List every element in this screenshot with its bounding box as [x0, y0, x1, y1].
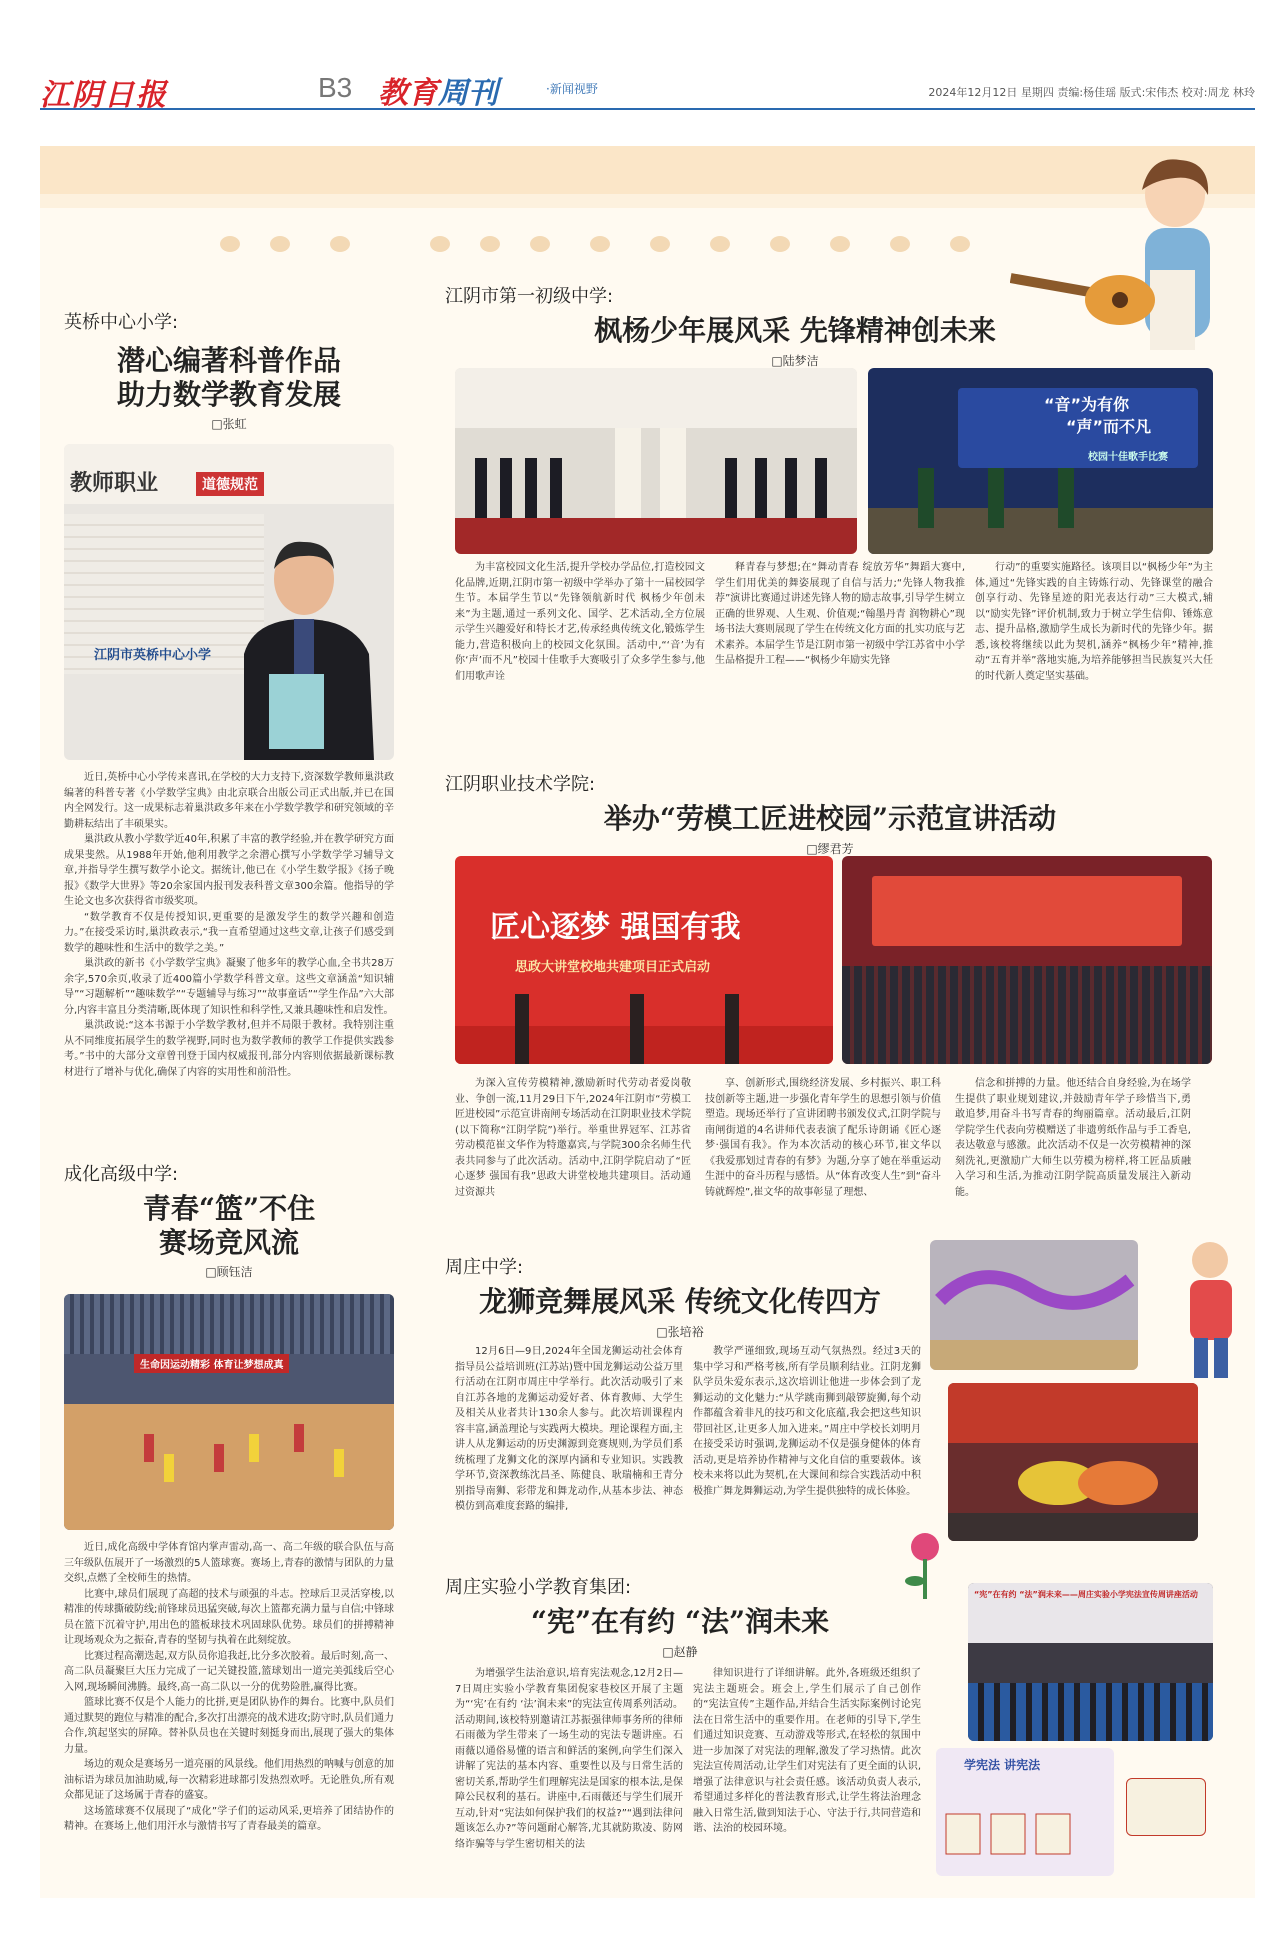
recitation-photo	[455, 368, 857, 554]
issue-meta: 2024年12月12日 星期四 责编:杨佳瑶 版式:宋伟杰 校对:周龙 林玲	[928, 86, 1255, 99]
article-body: 近日,英桥中心小学传来喜讯,在学校的大力支持下,资深数学教师巢洪政编著的科普专著《小学数学宝典》由北京联合出版公司正式出版,并已在国内全网发行。这一成果标志着巢洪政多年来在小学数学教学和研究领域的辛勤耕耘结出了丰硕果实。 巢洪政从教小学数学近40年,积累了丰富的教学经验,并在教学研究方面成果斐然。从1988年开始,他利用教学之余潜心撰写小学数学学习辅导文章,并指导学生撰写数学小论文。据统计,他已在《小学生数学报》《扬子晚报》《数学大世界》等20余家国内报刊发表科普文章300余篇。他指导的学生论文也多次获得省市级奖项。 “数学教育不仅是传授知识,更重要的是激发学生的数学兴趣和创造力。”在接受采访时,巢洪政表示,“我一直希望通过这些文章,让孩子们感受到数学的趣味性和生活中的数学之美。” 巢洪政的新书《小学数学宝典》凝聚了他多年的教学心血,全书共28万余字,570余页,收录了近400篇小学数学科普文章。这些文章涵盖“知识辅导”“习题解析”“趣味数学”“专题辅导与练习”“故事童话”“学生作品”六大部分,内容丰富且分类清晰,既体现了知识性和科学性,又兼具趣味性和启发性。 巢洪政说:“这本书源于小学数学教材,但并不局限于教材。我特别注重从不同维度拓展学生的数学视野,同时也为数学教师的教学工作提供实践参考。”书中的大部分文章曾刊登于国内权威报刊,部分内容则依据最新课标教材进行了增补与优化,确保了内容的实用性和前沿性。	[64, 772, 394, 1078]
binding-dot	[710, 236, 730, 252]
article-body: 为增强学生法治意识,培育宪法观念,12月2日—7日周庄实验小学教育集团倪家巷校区开展了主题为“‘宪’在有约 ‘法’润未来”的宪法宣传周系列活动。活动期间,该校特别邀请江苏振强律师事务所的律师石雨薇为学生带来了一场生动的宪法专题讲座。石雨薇以通俗易懂的语言和鲜活的案例,向学生们深入讲解了宪法的基本内容、重要性以及与日常生活的密切关系,帮助学生们理解宪法是国家的根本法,是保障公民权利的基石。讲座中,石雨薇还与学生们展开互动,针对“宪法如何保护我们的权益?”“遇到法律问题该怎么办?”等问题耐心解答,尤其就防欺凌、防网络诈骗等与学生密切相关的法	[455, 1668, 683, 1850]
article-headline: 举办“劳模工匠进校园”示范宣讲活动	[603, 802, 1057, 835]
article-kicker: 江阴职业技术学院:	[445, 774, 596, 795]
decorative-strip	[40, 146, 1255, 194]
article-body: 为深入宣传劳模精神,激励新时代劳动者爱岗敬业、争创一流,11月29日下午,2024年江阴市“劳模工匠进校园”示范宣讲南闸专场活动在江阴职业技术学院(以下简称“江阴学院”)举行。举重世界冠军、江苏省劳动模范崔文华作为特邀嘉宾,与学院300余名师生代表共同参与了此次活动。活动中,江阴学院启动了“匠心逐梦 强国有我”思政大讲堂校地共建项目。活动通过资源共	[455, 1078, 691, 1198]
teacher-photo: 教师职业 道德规范 江阴市英桥中心小学	[64, 444, 394, 760]
binding-dot	[270, 236, 290, 252]
singer-contest-photo: “音”为有你 “声”而不凡 校园十佳歌手比赛	[868, 368, 1213, 554]
article-chuji	[445, 282, 1145, 369]
binding-dot	[220, 236, 240, 252]
article-byline: □赵静	[662, 1644, 698, 1659]
cheering-figure-illustration	[1170, 1230, 1255, 1380]
article-yingqiao	[64, 308, 394, 432]
binding-dot	[330, 236, 350, 252]
article-body: 教学严谨细致,现场互动气氛热烈。经过3天的集中学习和严格考核,所有学员顺利结业。江阴龙狮队学员朱爱东表示,这次培训让他进一步体会到了龙狮运动的文化魅力:“从学跳南狮到敲锣旋狮,每个动作都蕴含着非凡的技巧和文化底蕴,我会把这些知识带回社区,让更多人加入进来。”周庄中学校长刘明月在接受采访时强调,龙狮运动不仅是强身健体的体育活动,更是培养协作精神与文化自信的重要载体。该校未来将以此为契机,在大课间和综合实践活动中积极推广舞龙舞狮运动,为学生提供独特的成长体验。	[693, 1346, 921, 1497]
poster-photo	[1126, 1778, 1206, 1836]
article-headline: 青春“篮”不住 赛场竞风流	[142, 1192, 316, 1259]
basketball-photo: 生命因运动精彩 体育让梦想成真	[64, 1294, 394, 1530]
binding-dot	[530, 236, 550, 252]
binding-dot	[890, 236, 910, 252]
launch-ceremony-photo: 匠心逐梦 强国有我 思政大讲堂校地共建项目正式启动	[455, 856, 833, 1064]
binding-dot	[590, 236, 610, 252]
article-byline: □缪君芳	[806, 841, 854, 856]
page-header	[40, 70, 1255, 113]
article-byline: □陆梦洁	[771, 353, 819, 368]
article-shiyan	[445, 1573, 915, 1660]
article-body: 行动”的重要实施路径。该项目以“枫杨少年”为主体,通过“先锋实践的自主铸炼行动、先锋课堂的融合创享行动、先锋星迹的阳光表达行动”三大模式,辅以“励实先锋”评价机制,致力于树立学生信仰、锤炼意志、提升品格,激励学生成长为新时代的先锋少年。据悉,该校将继续以此为契机,涵养“枫杨少年”精神,推动“五育并举”落地实施,为培养能够担当民族复兴大任的时代新人奠定坚实基础。	[975, 562, 1213, 682]
article-zhiye	[445, 770, 1215, 857]
lion-dance-photo	[948, 1383, 1198, 1541]
article-kicker: 江阴市第一初级中学:	[445, 286, 614, 307]
auditorium-photo	[842, 856, 1212, 1064]
article-byline: □张虹	[211, 417, 247, 432]
article-headline: 枫杨少年展风采 先锋精神创未来	[594, 314, 996, 347]
article-zhouzhuang	[445, 1253, 915, 1340]
dragon-dance-photo	[930, 1240, 1138, 1370]
article-byline: □张培裕	[656, 1324, 704, 1339]
article-headline: 龙狮竞舞展风采 传统文化传四方	[479, 1285, 881, 1318]
article-headline: 潜心编著科普作品 助力数学教育发展	[116, 344, 341, 411]
article-body: 享、创新形式,围绕经济发展、乡村振兴、职工科技创新等主题,进一步强化青年学生的思想引领与价值塑造。现场还举行了宣讲团聘书颁发仪式,江阴学院与南闸街道的4名讲师代表表演了配乐诗朗诵《匠心逐梦·强国有我》。作为本次活动的核心环节,崔文华以《我爱那划过青春的有梦》为题,分享了她在举重运动生涯中的奋斗历程与感悟。从“体育改变人生”到“奋斗铸就辉煌”,崔文华的故事彰显了理想、	[705, 1078, 941, 1198]
article-body: 为丰富校园文化生活,提升学校办学品位,打造校园文化品牌,近期,江阴市第一初级中学举办了第十一届校园学生节。本届学生节以“先锋领航新时代 枫杨少年创未来”为主题,通过一系列文化、国学、艺术活动,全方位展示学生兴趣爱好和特长才艺,传承经典传统文化,锻炼学生能力,营造积极向上的校园文化氛围。活动中,“‘音’为有你‘声’而不凡”校园十佳歌手大赛吸引了众多学生参与,他们用歌声诠	[455, 562, 705, 682]
article-kicker: 英桥中心小学:	[64, 312, 179, 333]
article-chenghua	[64, 1160, 394, 1280]
article-body: 信念和拼搏的力量。他还结合自身经验,为在场学生提供了职业规划建议,并鼓励青年学子珍惜当下,勇敢追梦,用奋斗书写青春的绚丽篇章。活动最后,江阴学院学生代表向劳模赠送了非遗剪纸作品与手工香皂,表达敬意与感激。此次活动不仅是一次劳模精神的深刻洗礼,更激励广大师生以劳模为榜样,将工匠品质融入学习和生活,为推动江阴学院高质量发展注入新动能。	[955, 1078, 1191, 1198]
binding-dot	[950, 236, 970, 252]
article-byline: □顾钰洁	[205, 1265, 253, 1280]
page-number: B3	[318, 72, 353, 103]
newspaper-masthead: 江阴日报	[40, 78, 168, 113]
section-subtitle: ·新闻视野	[546, 82, 598, 96]
students-holding-posters-photo: 学宪法 讲宪法	[936, 1748, 1114, 1876]
article-kicker: 成化高级中学:	[64, 1164, 179, 1185]
binding-dot	[650, 236, 670, 252]
article-kicker: 周庄中学:	[445, 1257, 524, 1278]
binding-dot	[430, 236, 450, 252]
section-title: 教育周刊	[378, 76, 498, 111]
article-body: 律知识进行了详细讲解。此外,各班级还组织了宪法主题班会。班会上,学生们展示了自己创作的“宪法宣传”主题作品,并结合生活实际案例讨论宪法在日常生活中的重要作用。在老师的引导下,学生们通过知识竞赛、互动游戏等形式,在轻松的氛围中进一步加深了对宪法的理解,激发了学习热情。此次宪法宣传周活动,让学生们对宪法有了更全面的认识,增强了法律意识与社会责任感。该活动负责人表示,希望通过多样化的普法教育形式,让学生将法治理念融入日常生活,做到知法于心、守法于行,共同营造和谐、法治的校园环境。	[693, 1668, 921, 1834]
law-lecture-photo: “宪”在有约 “法”润未来——周庄实验小学宪法宣传周讲座活动	[968, 1583, 1213, 1741]
binding-dot	[770, 236, 790, 252]
article-body: 近日,成化高级中学体育馆内掌声雷动,高一、高二年级的联合队伍与高三年级队伍展开了一场激烈的5人篮球赛。赛场上,青春的激情与团队的力量交织,点燃了全校师生的热情。 比赛中,球员们展现了高超的技术与顽强的斗志。控球后卫灵活穿梭,以精准的传球撕破防线;前锋球员迅猛突破,每次上篮都充满力量与自信;中锋球员在篮下沉着守护,用出色的篮板球技术巩固球队优势。球员们的拼搏精神让现场观众为之振奋,青春的坚韧与执着在此刻绽放。 比赛过程高潮迭起,双方队员你追我赶,比分多次胶着。最后时刻,高一、高二队员凝聚巨大压力完成了一记关键投篮,篮球划出一道完美弧线后空心入网,现场瞬间沸腾。最终,高一高二队以一分的优势险胜,赢得比赛。 篮球比赛不仅是个人能力的比拼,更是团队协作的舞台。比赛中,队员们通过默契的跑位与精准的配合,多次打出漂亮的战术进攻;防守时,队员们通力合作,筑起坚实的屏障。替补队员也在关键时刻挺身而出,展现了强大的集体力量。 场边的观众是赛场另一道亮丽的风景线。他们用热烈的呐喊与创意的加油标语为球员加油助威,每一次精彩进球都引发热烈欢呼。无论胜负,所有观众都见证了这场属于青春的盛宴。 这场篮球赛不仅展现了“成化”学子们的运动风采,更培养了团结协作的精神。在赛场上,他们用汗水与激情书写了青春最美的篇章。	[64, 1542, 394, 1832]
article-kicker: 周庄实验小学教育集团:	[445, 1577, 632, 1598]
article-headline: “宪”在有约 “法”润未来	[530, 1605, 830, 1638]
article-body: 12月6日—9日,2024年全国龙狮运动社会体育指导员公益培训班(江苏站)暨中国龙狮运动公益万里行活动在江阴市周庄中学举行。此次活动吸引了来自江苏各地的龙狮运动爱好者、体育教师、大学生及相关从业者共计130余人参与。此次培训课程内容丰富,涵盖理论与实践两大模块。理论课程方面,主讲人从龙狮运动的历史渊源到竞赛规则,为学员们系统梳理了龙狮文化的深厚内涵和专业知识。实践教学环节,资深教练沈昌圣、陈健良、耿瑞楠和王青分别指导南狮、彩带龙和舞龙动作,从基本步法、神态模仿到高难度套路的编排,	[455, 1346, 683, 1512]
article-body: 释青春与梦想;在“舞动青春 绽放芳华”舞蹈大赛中,学生们用优美的舞姿展现了自信与活力;“先锋人物我推荐”演讲比赛通过讲述先锋人物的励志故事,引导学生树立正确的世界观、人生观、价值观;“翰墨丹青 润物耕心”现场书法大赛则展现了学生在传统文化方面的扎实功底与艺术素养。本届学生节是江阴市第一初级中学江苏省中小学生品格提升工程——“枫杨少年励实先锋	[715, 562, 965, 666]
binding-dot	[480, 236, 500, 252]
binding-dot	[830, 236, 850, 252]
